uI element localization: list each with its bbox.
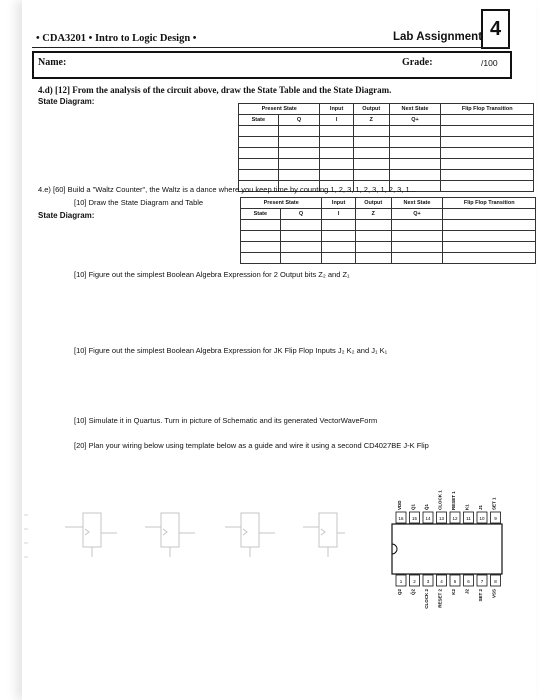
chip-pin-label-bottom: RESET 2 — [437, 589, 443, 608]
chip-pin-number: 10 — [479, 516, 485, 521]
th2-input: Input — [322, 198, 356, 209]
chip-pin-number: 14 — [425, 516, 431, 521]
chip-pin-label-bottom: VSS — [491, 589, 497, 599]
q4e-diagram-label: State Diagram: — [38, 211, 95, 220]
sh2-qplus: Q+ — [391, 209, 443, 220]
sh-state: State — [239, 115, 279, 126]
chip-pin-label-top: VDD — [397, 500, 402, 510]
task-output-expression: [10] Figure out the simplest Boolean Algebra Expression for 2 Output bits Z₂ and Z₁ — [74, 270, 350, 279]
q4d-state-table — [238, 103, 534, 192]
sh-q: Q — [278, 115, 320, 126]
q4d-diagram-label: State Diagram: — [38, 97, 95, 106]
chip-pin-number: 15 — [411, 516, 418, 521]
q4e-state-table — [240, 197, 536, 264]
chip-pin-number: 13 — [438, 516, 445, 521]
sh2-state: State — [241, 209, 281, 220]
sh-z: Z — [353, 115, 389, 126]
header-rule — [32, 47, 510, 48]
th-present-state: Present State — [239, 104, 320, 115]
chip-pin-label-top: Q1 — [410, 503, 416, 510]
th-next-state: Next State — [389, 104, 441, 115]
sh2-q: Q — [280, 209, 322, 220]
sh2-i: I — [322, 209, 356, 220]
name-label: Name: — [38, 57, 67, 68]
task-simulate: [10] Simulate it in Quartus. Turn in picture of Schematic and its generated VectorWaveForm — [74, 416, 378, 425]
template-ff-3 — [225, 513, 275, 557]
chip-pin-label-bottom: SET 2 — [478, 589, 483, 602]
lab-number-box: 4 — [481, 9, 510, 49]
chip-pin-number: 4 — [440, 579, 443, 584]
chip-pin-label-top: RESET 1 — [451, 491, 456, 510]
template-ff-2 — [145, 513, 195, 557]
chip-pin-label-bottom: Q2 — [397, 589, 402, 596]
chip-pin-label-top: J1 — [478, 504, 483, 510]
task-wiring: [20] Plan your wiring below using template below as a guide and wire it using a second CD4027BE J-K Flip — [74, 441, 429, 450]
chip-pin-label-top: K1 — [464, 504, 470, 510]
sh-qplus: Q+ — [389, 115, 441, 126]
q4d-heading: 4.d) [12] From the analysis of the circuit above, draw the State Table and the State Diagram. — [38, 85, 392, 95]
th-output: Output — [353, 104, 389, 115]
chip-pin-number: 5 — [453, 579, 457, 584]
chip-pin-label-bottom: J2 — [464, 589, 470, 595]
margin-marks — [20, 505, 50, 565]
th2-present-state: Present State — [241, 198, 322, 209]
course-title: • CDA3201 • Intro to Logic Design • — [36, 33, 197, 44]
chip-pin-label-top: CLOCK 1 — [437, 490, 443, 510]
chip-pin-label-bottom: K2 — [451, 589, 456, 595]
chip-pin-number: 16 — [398, 516, 404, 521]
chip-pin-number: 3 — [426, 579, 430, 584]
chip-pin-label-bottom: CLOCK 2 — [424, 589, 429, 609]
wiring-template — [55, 505, 355, 565]
grade-label: Grade: — [402, 57, 433, 68]
q4e-heading: 4.e) [60] Build a "Waltz Counter", the Waltz is a dance where you keep time by counting 1, 2, 3, 1, 2, 3, 1, 2, 3, 1... — [38, 185, 416, 194]
chip-pin-label-top: SET 1 — [491, 497, 497, 510]
chip-pin-number: 8 — [494, 579, 497, 584]
q4e-subheading: [10] Draw the State Diagram and Table — [74, 198, 204, 207]
th2-ff-transition: Flip Flop Transition — [443, 198, 536, 209]
name-grade-box — [32, 51, 512, 79]
chip-pin-number: 6 — [467, 579, 470, 584]
th2-output: Output — [355, 198, 391, 209]
grade-value: /100 — [481, 58, 498, 68]
th-input: Input — [320, 104, 354, 115]
chip-pin-number: 12 — [452, 516, 458, 521]
task-jk-expression: [10] Figure out the simplest Boolean Algebra Expression for JK Flip Flop Inputs J₂ K₂ and J₁ K₁ — [74, 346, 388, 355]
chip-body — [392, 524, 502, 574]
lab-title: Lab Assignment — [393, 31, 483, 43]
th-ff-transition: Flip Flop Transition — [441, 104, 534, 115]
th2-next-state: Next State — [391, 198, 443, 209]
cd4027-chip-diagram — [388, 478, 510, 628]
chip-pin-number: 9 — [494, 516, 497, 521]
chip-pin-number: 1 — [399, 579, 403, 584]
chip-pin-number: 2 — [413, 579, 416, 584]
sh2-z: Z — [355, 209, 391, 220]
chip-pin-label-top: Q̄1 — [424, 503, 429, 510]
chip-pin-label-bottom: Q̄2 — [410, 589, 416, 596]
sh-i: I — [320, 115, 354, 126]
chip-pin-number: 11 — [466, 516, 471, 521]
template-ff-4 — [303, 513, 345, 557]
chip-pin-number: 7 — [480, 579, 484, 584]
template-ff-1 — [65, 513, 117, 557]
